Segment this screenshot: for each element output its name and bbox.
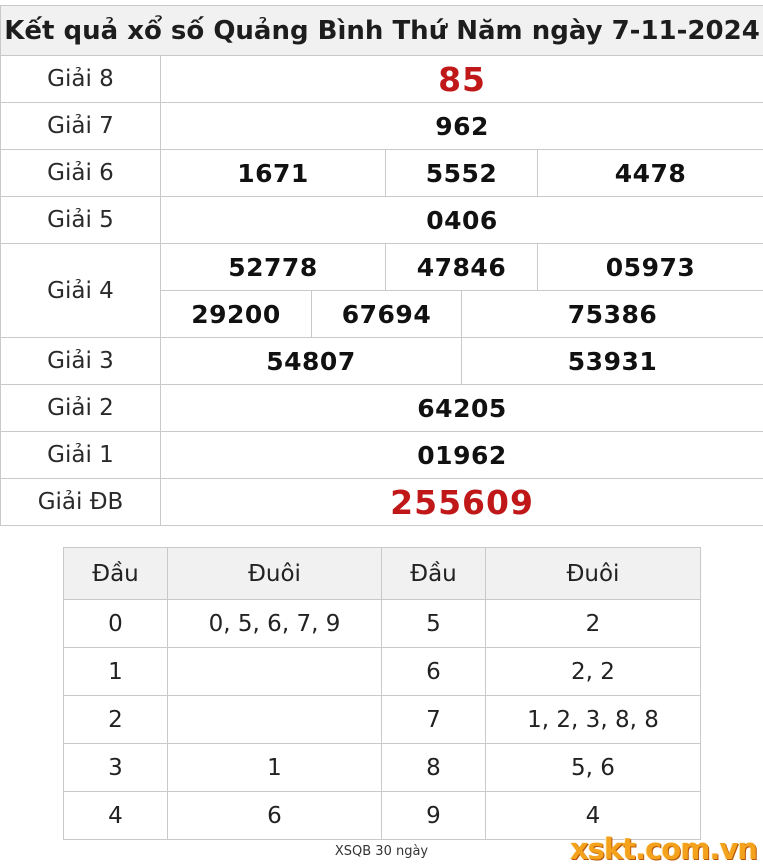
loto-cell: [168, 648, 382, 696]
footer-link-xsqb-30[interactable]: XSQB 30 ngày: [334, 844, 429, 859]
prize-label-g8: Giải 8: [1, 56, 161, 103]
prize-value-g5: 0406: [161, 197, 763, 244]
loto-cell: 8: [382, 744, 486, 792]
prize-value-g8: 85: [161, 56, 763, 103]
prize-value-g4-5: 67694: [312, 291, 462, 338]
loto-header-duoi-2: Đuôi: [486, 548, 701, 600]
prize-value-g4-2: 47846: [386, 244, 538, 291]
prize-label-g3: Giải 3: [1, 338, 161, 385]
loto-cell: 3: [64, 744, 168, 792]
prize-value-g6-1: 1671: [161, 150, 386, 197]
loto-cell: 0, 5, 6, 7, 9: [168, 600, 382, 648]
loto-header-duoi-1: Đuôi: [168, 548, 382, 600]
loto-cell: 4: [64, 792, 168, 840]
prize-label-g7: Giải 7: [1, 103, 161, 150]
loto-cell: 6: [382, 648, 486, 696]
loto-cell: 1: [168, 744, 382, 792]
loto-cell: 1, 2, 3, 8, 8: [486, 696, 701, 744]
loto-cell: 2: [486, 600, 701, 648]
prize-label-db: Giải ĐB: [1, 479, 161, 526]
loto-cell: 0: [64, 600, 168, 648]
loto-cell: 7: [382, 696, 486, 744]
loto-cell: 2, 2: [486, 648, 701, 696]
prize-value-g1: 01962: [161, 432, 763, 479]
prize-value-g4-6: 75386: [462, 291, 763, 338]
loto-row: [64, 696, 701, 744]
loto-table: [63, 547, 701, 840]
prize-value-g6-2: 5552: [386, 150, 538, 197]
prize-value-g4-1: 52778: [161, 244, 386, 291]
loto-cell: 5, 6: [486, 744, 701, 792]
results-table: [0, 5, 763, 526]
prize-label-g4: Giải 4: [1, 244, 161, 338]
prize-label-g2: Giải 2: [1, 385, 161, 432]
prize-value-g3-2: 53931: [462, 338, 763, 385]
prize-label-g1: Giải 1: [1, 432, 161, 479]
loto-row: [64, 744, 701, 792]
loto-cell: [168, 696, 382, 744]
loto-row: [64, 600, 701, 648]
prize-label-g6: Giải 6: [1, 150, 161, 197]
loto-row: [64, 648, 701, 696]
loto-header-dau-2: Đầu: [382, 548, 486, 600]
prize-value-g6-3: 4478: [538, 150, 763, 197]
loto-cell: 1: [64, 648, 168, 696]
loto-cell: 4: [486, 792, 701, 840]
prize-value-g3-1: 54807: [161, 338, 462, 385]
prize-value-g4-4: 29200: [161, 291, 312, 338]
prize-value-g2: 64205: [161, 385, 763, 432]
loto-header-dau-1: Đầu: [64, 548, 168, 600]
site-watermark-logo: xskt.com.vn: [569, 832, 757, 866]
loto-cell: 9: [382, 792, 486, 840]
loto-cell: 2: [64, 696, 168, 744]
prize-value-g7: 962: [161, 103, 763, 150]
loto-cell: 5: [382, 600, 486, 648]
loto-cell: 6: [168, 792, 382, 840]
results-title: Kết quả xổ số Quảng Bình Thứ Năm ngày 7-11-2024: [1, 6, 763, 56]
prize-value-db: 255609: [161, 479, 763, 526]
prize-label-g5: Giải 5: [1, 197, 161, 244]
prize-value-g4-3: 05973: [538, 244, 763, 291]
